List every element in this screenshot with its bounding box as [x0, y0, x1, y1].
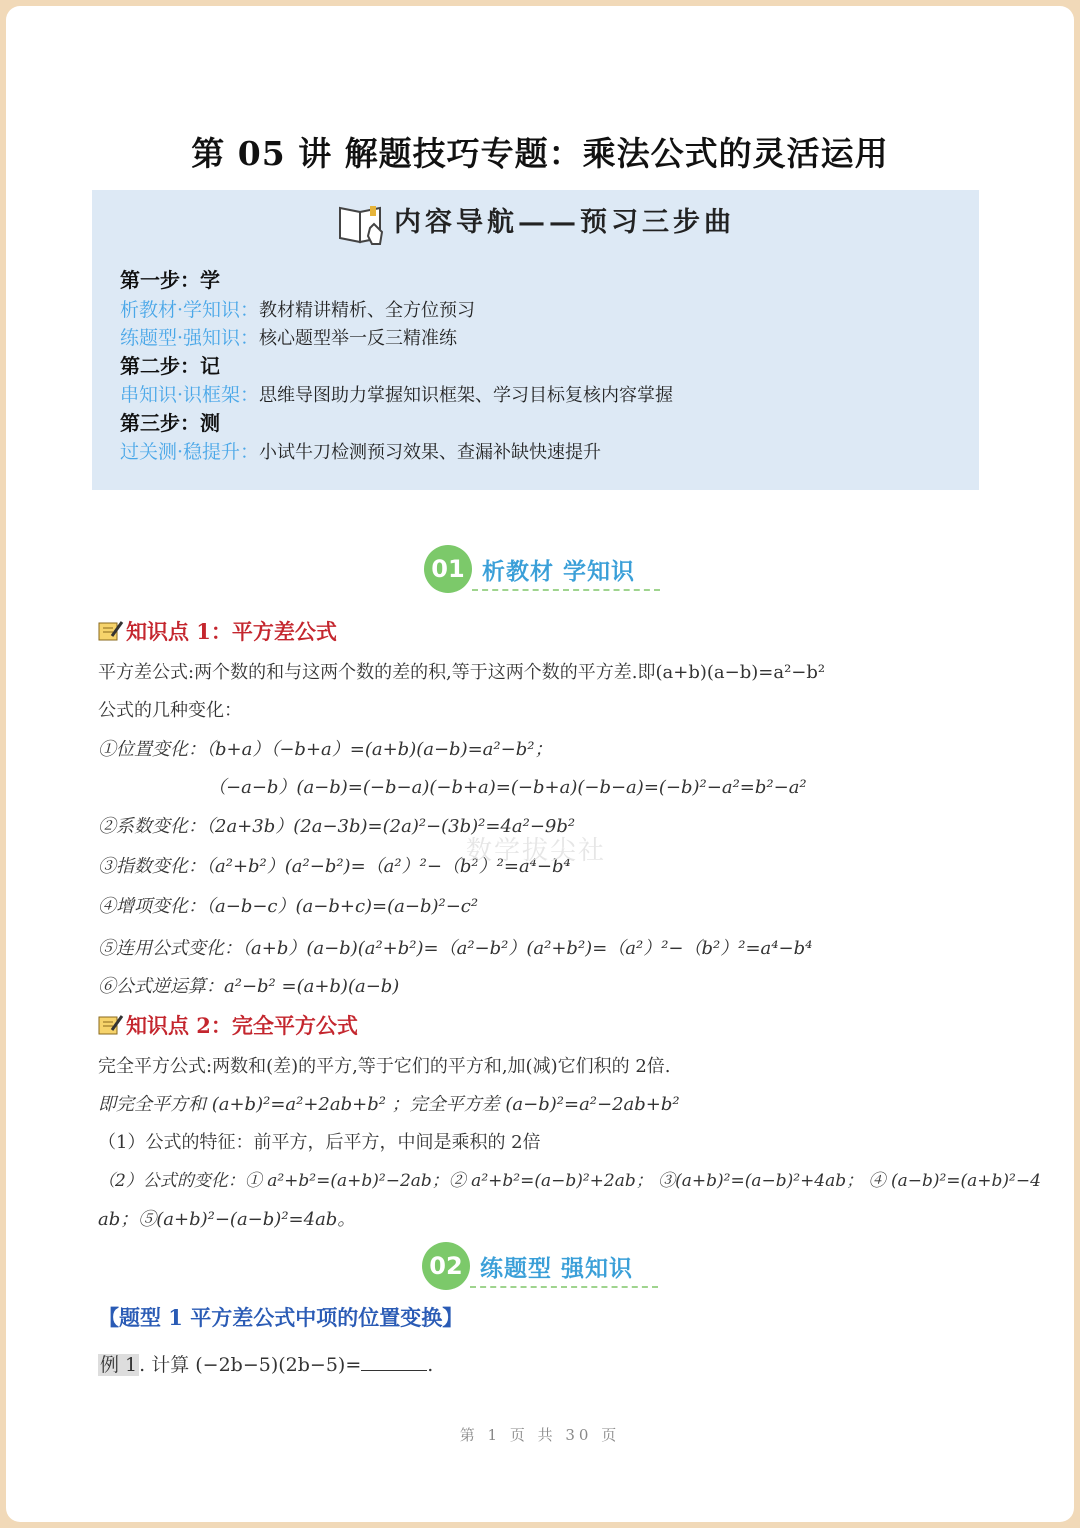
kp2-line-1: 完全平方公式:两数和(差)的平方,等于它们的平方和,加(减)它们积的 2倍. — [98, 1056, 671, 1077]
kp1-definition: 平方差公式:两个数的和与这两个数的差的积,等于这两个数的平方差.即(a+b)(a−b)=a²−b² — [98, 662, 826, 683]
kp1-formula-4: ④增项变化：（a−b−c）(a−b+c)=(a−b)²−c² — [98, 896, 479, 917]
answer-blank — [361, 1354, 427, 1371]
page-footer: 第 1 页 共 30 页 — [459, 1426, 621, 1444]
nav-line-2-text: 核心题型举一反三精准练 — [259, 328, 458, 349]
section-label: 析教材 学知识 — [482, 559, 636, 585]
kp1-subtitle: 公式的几种变化： — [98, 700, 242, 721]
section-badge-01 — [424, 545, 684, 595]
section-label: 练题型 强知识 — [480, 1256, 634, 1282]
question-type-1-title: 【题型 1 平方差公式中项的位置变换】 — [98, 1305, 464, 1330]
kp2-line-2: 即完全平方和 (a+b)²=a²+2ab+b² ；完全平方差 (a−b)²=a²−2ab+b² — [98, 1094, 680, 1115]
notebook-pencil-icon — [98, 620, 124, 642]
watermark: 数学拔尖社 — [466, 836, 607, 866]
kp1-formula-3: ③指数变化：（a²+b²）(a²−b²)=（a²）²−（b²）²=a⁴−b⁴ — [98, 856, 571, 877]
example-text: . 计算 (−2b−5)(2b−5)= — [139, 1354, 362, 1376]
nav-header — [92, 200, 979, 246]
nav-line-4-label: 过关测·稳提升： — [120, 441, 260, 463]
page-title: 第 05 讲 解题技巧专题：乘法公式的灵活运用 — [191, 134, 889, 173]
section-underline — [470, 1286, 658, 1288]
kp1-formula-2: ②系数变化：（2a+3b）(2a−3b)=(2a)²−(3b)²=4a²−9b² — [98, 816, 576, 837]
kp2-line-3: （1）公式的特征：前平方，后平方，中间是乘积的 2倍 — [98, 1132, 541, 1153]
content-navigation-box — [92, 190, 979, 490]
section-underline — [472, 589, 660, 591]
kp2-line-5: ab；⑤(a+b)²−(a−b)²=4ab。 — [98, 1209, 356, 1230]
nav-line-3 — [120, 381, 673, 410]
example-tag: 例 1 — [100, 1354, 138, 1376]
kp2-title-text: 知识点 2：完全平方公式 — [126, 1013, 358, 1038]
nav-line-2-label: 练题型·强知识： — [120, 327, 260, 349]
kp1-formula-5: ⑤连用公式变化：（a+b）(a−b)(a²+b²)=（a²−b²）(a²+b²)=（a²）²−（b²）²=a⁴−b⁴ — [98, 938, 813, 959]
step-2-title: 第二步：记 — [120, 354, 220, 378]
kp1-formula-1b: （−a−b）(a−b)=(−b−a)(−b+a)=(−b+a)(−b−a)=(−b)²−a²=b²−a² — [208, 777, 807, 798]
example-end: . — [427, 1354, 434, 1376]
section-badge-02 — [422, 1242, 682, 1292]
section-number: 02 — [422, 1242, 470, 1290]
kp2-line-4: （2）公式的变化：① a²+b²=(a+b)²−2ab；② a²+b²=(a−b)²+2ab； ③(a+b)²=(a−b)²+4ab； ④ (a−b)²=(a+b)²−4 — [98, 1171, 1041, 1191]
kp1-title-text: 知识点 1：平方差公式 — [126, 619, 337, 644]
nav-line-3-text: 思维导图助力掌握知识框架、学习目标复核内容掌握 — [259, 385, 674, 406]
kp1-formula-6: ⑥公式逆运算：a²−b² =(a+b)(a−b) — [98, 976, 400, 997]
section-number: 01 — [424, 545, 472, 593]
nav-header-text: 内容导航——预习三步曲 — [394, 207, 735, 238]
nav-line-4-text: 小试牛刀检测预习效果、查漏补缺快速提升 — [259, 442, 602, 463]
book-pointer-icon — [336, 202, 390, 246]
knowledge-point-2-title — [98, 1010, 358, 1040]
example-1 — [98, 1350, 433, 1377]
knowledge-point-1-title — [98, 616, 337, 646]
step-3-title: 第三步：测 — [120, 411, 220, 435]
nav-line-2 — [120, 324, 457, 353]
step-1-title: 第一步：学 — [120, 268, 220, 292]
nav-line-1-label: 析教材·学知识： — [120, 299, 260, 321]
nav-line-1-text: 教材精讲精析、全方位预习 — [259, 300, 476, 321]
nav-line-4 — [120, 438, 601, 467]
nav-line-1 — [120, 296, 475, 325]
kp1-formula-1: ①位置变化：（b+a）（−b+a）=(a+b)(a−b)=a²−b²； — [98, 739, 553, 760]
notebook-pencil-icon — [98, 1014, 124, 1036]
nav-line-3-label: 串知识·识框架： — [120, 384, 260, 406]
